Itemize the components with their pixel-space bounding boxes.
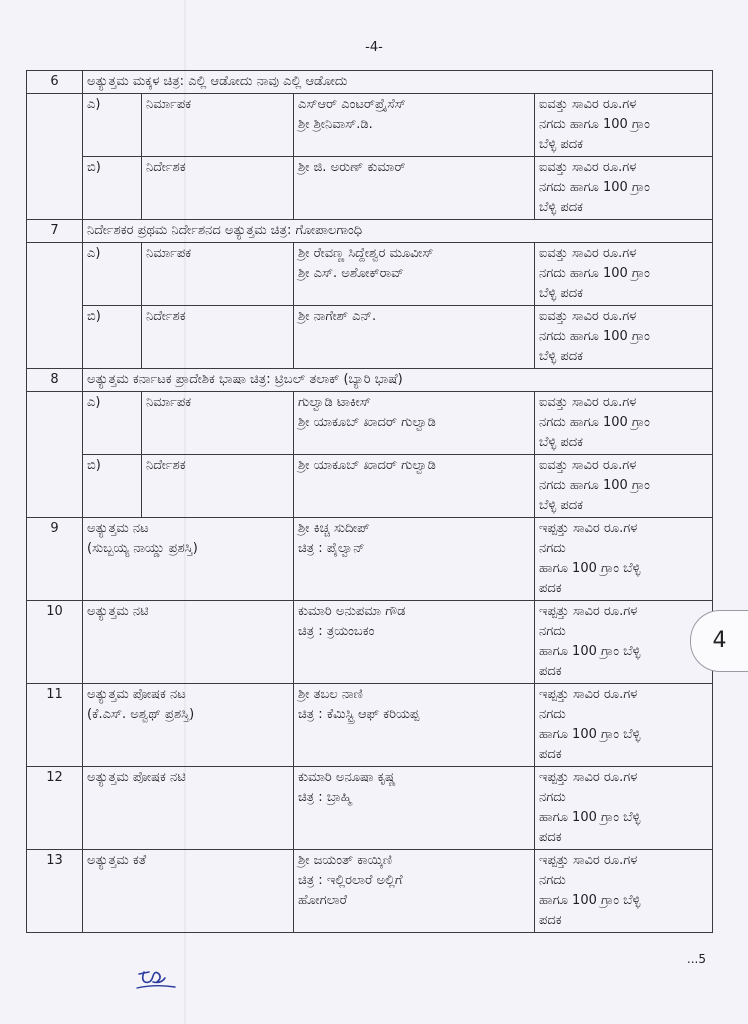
award-recipient: ಶ್ರೀ ಯಾಕೂಬ್ ಖಾದರ್ ಗುಲ್ವಾಡಿ: [294, 455, 535, 518]
award-category: ಅತ್ಯುತ್ತಮ ನಟ (ಸುಬ್ಬಯ್ಯ ನಾಯ್ಡು ಪ್ರಶಸ್ತಿ): [83, 518, 294, 601]
section-header-row: [27, 220, 713, 243]
award-role: ನಿರ್ಮಾಪಕ: [142, 243, 294, 306]
award-category: ಅತ್ಯುತ್ತಮ ಪೋಷಕ ನಟಿ: [83, 767, 294, 850]
section-number: 8: [27, 369, 83, 392]
award-recipient: ಶ್ರೀ ತಬಲ ನಾಣಿ ಚಿತ್ರ : ಕೆಮಿಸ್ಟ್ರಿ ಆಫ್ ಕರಿಯಪ್ಪ: [294, 684, 535, 767]
award-recipient: ಕುಮಾರಿ ಅನೂಷಾ ಕೃಷ್ಣ ಚಿತ್ರ : ಬ್ರಾಹ್ಮಿ: [294, 767, 535, 850]
award-number: 11: [27, 684, 83, 767]
award-prize: ಐವತ್ತು ಸಾವಿರ ರೂ.ಗಳ ನಗದು ಹಾಗೂ 100 ಗ್ರಾಂ ಬೆಳ್ಳಿ ಪದಕ: [535, 392, 713, 455]
row-label: ಎ): [83, 392, 142, 455]
award-recipient: ಕುಮಾರಿ ಅನುಪಮಾ ಗೌಡ ಚಿತ್ರ : ತ್ರಯಂಬಕಂ: [294, 601, 535, 684]
award-prize: ಇಪ್ಪತ್ತು ಸಾವಿರ ರೂ.ಗಳ ನಗದು ಹಾಗೂ 100 ಗ್ರಾಂ ಬೆಳ್ಳಿ ಪದಕ: [535, 850, 713, 933]
award-category: ಅತ್ಯುತ್ತಮ ನಟಿ: [83, 601, 294, 684]
individual-award-row: [27, 601, 713, 684]
award-prize: ಇಪ್ಪತ್ತು ಸಾವಿರ ರೂ.ಗಳ ನಗದು ಹಾಗೂ 100 ಗ್ರಾಂ ಬೆಳ್ಳಿ ಪದಕ: [535, 518, 713, 601]
award-number: 10: [27, 601, 83, 684]
signature-mark: [135, 968, 177, 998]
row-label: ಬಿ): [83, 455, 142, 518]
section-number: 6: [27, 71, 83, 94]
empty-cell: [27, 392, 83, 518]
award-number: 13: [27, 850, 83, 933]
section-number: 7: [27, 220, 83, 243]
section-title: ಅತ್ಯುತ್ತಮ ಕರ್ನಾಟಕ ಪ್ರಾದೇಶಿಕ ಭಾಷಾ ಚಿತ್ರ: ಟ್ರಿಬಲ್ ತಲಾಕ್ (ಬ್ಯಾರಿ ಭಾಷೆ): [83, 369, 713, 392]
award-recipient: ಎಸ್ಆರ್ ಎಂಟರ್‌ಪ್ರೈಸೆಸ್ ಶ್ರೀ ಶ್ರೀನಿವಾಸ್.ಡಿ.: [294, 94, 535, 157]
individual-award-row: [27, 850, 713, 933]
award-prize: ಇಪ್ಪತ್ತು ಸಾವಿರ ರೂ.ಗಳ ನಗದು ಹಾಗೂ 100 ಗ್ರಾಂ ಬೆಳ್ಳಿ ಪದಕ: [535, 601, 713, 684]
award-row: [27, 157, 713, 220]
award-prize: ಇಪ್ಪತ್ತು ಸಾವಿರ ರೂ.ಗಳ ನಗದು ಹಾಗೂ 100 ಗ್ರಾಂ ಬೆಳ್ಳಿ ಪದಕ: [535, 767, 713, 850]
award-prize: ಐವತ್ತು ಸಾವಿರ ರೂ.ಗಳ ನಗದು ಹಾಗೂ 100 ಗ್ರಾಂ ಬೆಳ್ಳಿ ಪದಕ: [535, 94, 713, 157]
page-number: -4-: [365, 40, 383, 55]
award-prize: ಐವತ್ತು ಸಾವಿರ ರೂ.ಗಳ ನಗದು ಹಾಗೂ 100 ಗ್ರಾಂ ಬೆಳ್ಳಿ ಪದಕ: [535, 243, 713, 306]
award-row: [27, 94, 713, 157]
award-role: ನಿರ್ದೇಶಕ: [142, 306, 294, 369]
award-prize: ಇಪ್ಪತ್ತು ಸಾವಿರ ರೂ.ಗಳ ನಗದು ಹಾಗೂ 100 ಗ್ರಾಂ ಬೆಳ್ಳಿ ಪದಕ: [535, 684, 713, 767]
award-row: [27, 306, 713, 369]
award-category: ಅತ್ಯುತ್ತಮ ಪೋಷಕ ನಟ (ಕೆ.ಎಸ್. ಅಶ್ವಥ್ ಪ್ರಶಸ್ತಿ): [83, 684, 294, 767]
award-role: ನಿರ್ಮಾಪಕ: [142, 392, 294, 455]
page-tab-marker: 4: [690, 610, 748, 672]
row-label: ಎ): [83, 94, 142, 157]
individual-award-row: [27, 684, 713, 767]
row-label: ಬಿ): [83, 157, 142, 220]
award-recipient: ಶ್ರೀ ನಾಗೇಶ್ ಎನ್.: [294, 306, 535, 369]
award-role: ನಿರ್ದೇಶಕ: [142, 157, 294, 220]
award-prize: ಐವತ್ತು ಸಾವಿರ ರೂ.ಗಳ ನಗದು ಹಾಗೂ 100 ಗ್ರಾಂ ಬೆಳ್ಳಿ ಪದಕ: [535, 157, 713, 220]
empty-cell: [27, 94, 83, 220]
award-number: 9: [27, 518, 83, 601]
continued-page-marker: ...5: [686, 952, 706, 966]
section-header-row: [27, 369, 713, 392]
award-prize: ಐವತ್ತು ಸಾವಿರ ರೂ.ಗಳ ನಗದು ಹಾಗೂ 100 ಗ್ರಾಂ ಬೆಳ್ಳಿ ಪದಕ: [535, 455, 713, 518]
award-role: ನಿರ್ಮಾಪಕ: [142, 94, 294, 157]
row-label: ಎ): [83, 243, 142, 306]
award-category: ಅತ್ಯುತ್ತಮ ಕತೆ: [83, 850, 294, 933]
section-header-row: [27, 71, 713, 94]
award-recipient: ಶ್ರೀ ಜಯಂತ್ ಕಾಯ್ಕಿಣಿ ಚಿತ್ರ : ಇಲ್ಲಿರಲಾರೆ ಅಲ್ಲಿಗೆ ಹೋಗಲಾರೆ: [294, 850, 535, 933]
award-row: [27, 243, 713, 306]
award-recipient: ಗುಲ್ವಾಡಿ ಟಾಕೀಸ್ ಶ್ರೀ ಯಾಕೂಬ್ ಖಾದರ್ ಗುಲ್ವಾಡಿ: [294, 392, 535, 455]
awards-table: [26, 70, 713, 933]
award-recipient: ಶ್ರೀ ಕಿಚ್ಚ ಸುದೀಪ್ ಚಿತ್ರ : ಪೈಲ್ವಾನ್: [294, 518, 535, 601]
row-label: ಬಿ): [83, 306, 142, 369]
individual-award-row: [27, 518, 713, 601]
award-role: ನಿರ್ದೇಶಕ: [142, 455, 294, 518]
section-title: ಅತ್ಯುತ್ತಮ ಮಕ್ಕಳ ಚಿತ್ರ: ಎಲ್ಲಿ ಆಡೋದು ನಾವು ಎಲ್ಲಿ ಆಡೋದು: [83, 71, 713, 94]
section-title: ನಿರ್ದೇಶಕರ ಪ್ರಥಮ ನಿರ್ದೇಶನದ ಅತ್ಯುತ್ತಮ ಚಿತ್ರ: ಗೋಪಾಲಗಾಂಧಿ: [83, 220, 713, 243]
empty-cell: [27, 243, 83, 369]
award-number: 12: [27, 767, 83, 850]
award-row: [27, 392, 713, 455]
signature-icon: [135, 968, 177, 994]
individual-award-row: [27, 767, 713, 850]
award-recipient: ಶ್ರೀ ರೇವಣ್ಣ ಸಿದ್ದೇಶ್ವರ ಮೂವೀಸ್ ಶ್ರೀ ಎಸ್. ಅಶೋಕ್‌ರಾವ್: [294, 243, 535, 306]
award-prize: ಐವತ್ತು ಸಾವಿರ ರೂ.ಗಳ ನಗದು ಹಾಗೂ 100 ಗ್ರಾಂ ಬೆಳ್ಳಿ ಪದಕ: [535, 306, 713, 369]
award-recipient: ಶ್ರೀ ಜಿ. ಅರುಣ್ ಕುಮಾರ್: [294, 157, 535, 220]
award-row: [27, 455, 713, 518]
